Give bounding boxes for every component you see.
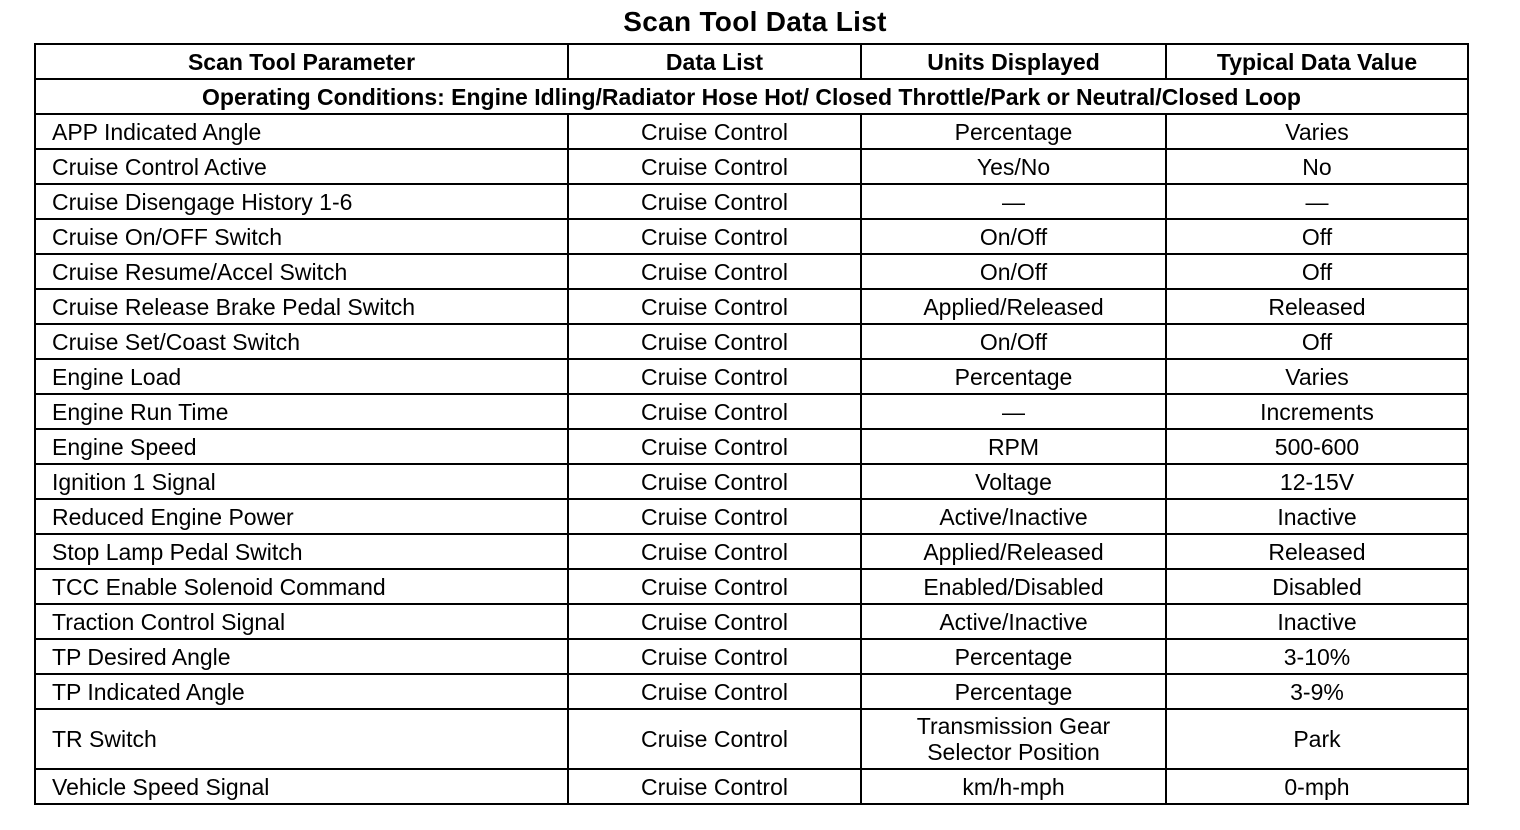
scan-tool-data-table [34,43,1469,805]
data-list-cell: Cruise Control [568,674,861,709]
units-cell: — [861,184,1166,219]
parameter-cell: Cruise Set/Coast Switch [35,324,568,359]
data-list-cell: Cruise Control [568,569,861,604]
units-cell: On/Off [861,324,1166,359]
typical-value-cell: 0-mph [1166,769,1468,804]
table-row [35,499,1468,534]
units-line: Transmission Gear [916,713,1111,739]
units-cell: Applied/Released [861,534,1166,569]
typical-value-cell: Varies [1166,359,1468,394]
typical-value-cell: Varies [1166,114,1468,149]
page-title: Scan Tool Data List [623,6,887,37]
data-list-cell: Cruise Control [568,429,861,464]
table-row [35,429,1468,464]
units-cell: On/Off [861,254,1166,289]
typical-value-cell: Inactive [1166,604,1468,639]
typical-value-cell: Park [1166,709,1468,769]
typical-value-cell: Released [1166,289,1468,324]
parameter-cell: Engine Speed [35,429,568,464]
units-cell [861,709,1166,769]
units-cell: Percentage [861,639,1166,674]
data-list-cell: Cruise Control [568,149,861,184]
data-list-cell: Cruise Control [568,709,861,769]
typical-value-cell: 3-10% [1166,639,1468,674]
header-data-list: Data List [568,44,861,79]
operating-conditions: Operating Conditions: Engine Idling/Radiator Hose Hot/ Closed Throttle/Park or Neutral/Closed Loop [35,79,1468,114]
typical-value-cell: Off [1166,324,1468,359]
data-list-cell: Cruise Control [568,254,861,289]
units-cell: Percentage [861,674,1166,709]
data-list-cell: Cruise Control [568,464,861,499]
table-row [35,324,1468,359]
units-cell: — [861,394,1166,429]
units-cell: Applied/Released [861,289,1166,324]
parameter-cell: Cruise On/OFF Switch [35,219,568,254]
typical-value-cell: Released [1166,534,1468,569]
table-row [35,149,1468,184]
parameter-cell: Engine Load [35,359,568,394]
data-list-cell: Cruise Control [568,324,861,359]
operating-conditions-row [35,79,1468,114]
data-list-cell: Cruise Control [568,359,861,394]
units-cell: On/Off [861,219,1166,254]
parameter-cell: TCC Enable Solenoid Command [35,569,568,604]
units-cell: Voltage [861,464,1166,499]
units-cell: Yes/No [861,149,1166,184]
table-row [35,534,1468,569]
table-row [35,464,1468,499]
data-list-cell: Cruise Control [568,639,861,674]
typical-value-cell: 3-9% [1166,674,1468,709]
typical-value-cell: — [1166,184,1468,219]
table-row [35,674,1468,709]
table-row [35,709,1468,769]
parameter-cell: Traction Control Signal [35,604,568,639]
parameter-cell: Cruise Disengage History 1-6 [35,184,568,219]
table-row [35,769,1468,804]
parameter-cell: Stop Lamp Pedal Switch [35,534,568,569]
units-cell: Active/Inactive [861,499,1166,534]
data-list-cell: Cruise Control [568,499,861,534]
typical-value-cell: Increments [1166,394,1468,429]
header-parameter: Scan Tool Parameter [35,44,568,79]
parameter-cell: Vehicle Speed Signal [35,769,568,804]
parameter-cell: Engine Run Time [35,394,568,429]
typical-value-cell: 12-15V [1166,464,1468,499]
units-cell: RPM [861,429,1166,464]
units-cell: Percentage [861,114,1166,149]
typical-value-cell: No [1166,149,1468,184]
table-row [35,254,1468,289]
table-row [35,569,1468,604]
header-typical-value: Typical Data Value [1166,44,1468,79]
table-row [35,114,1468,149]
parameter-cell: TP Desired Angle [35,639,568,674]
header-row [35,44,1468,79]
data-list-cell: Cruise Control [568,114,861,149]
typical-value-cell: 500-600 [1166,429,1468,464]
header-units: Units Displayed [861,44,1166,79]
parameter-cell: Reduced Engine Power [35,499,568,534]
data-list-cell: Cruise Control [568,219,861,254]
parameter-cell: TP Indicated Angle [35,674,568,709]
units-cell: Active/Inactive [861,604,1166,639]
table-row [35,604,1468,639]
units-cell: Enabled/Disabled [861,569,1166,604]
data-list-cell: Cruise Control [568,534,861,569]
data-list-cell: Cruise Control [568,394,861,429]
typical-value-cell: Off [1166,219,1468,254]
table-row [35,219,1468,254]
table-row [35,289,1468,324]
parameter-cell: Cruise Release Brake Pedal Switch [35,289,568,324]
table-row [35,184,1468,219]
data-list-cell: Cruise Control [568,184,861,219]
parameter-cell: APP Indicated Angle [35,114,568,149]
table-row [35,359,1468,394]
units-cell: Percentage [861,359,1166,394]
units-line: Selector Position [927,739,1100,765]
typical-value-cell: Inactive [1166,499,1468,534]
parameter-cell: Ignition 1 Signal [35,464,568,499]
typical-value-cell: Disabled [1166,569,1468,604]
parameter-cell: TR Switch [35,709,568,769]
parameter-cell: Cruise Control Active [35,149,568,184]
data-list-cell: Cruise Control [568,289,861,324]
table-row [35,639,1468,674]
units-cell: km/h-mph [861,769,1166,804]
typical-value-cell: Off [1166,254,1468,289]
data-list-cell: Cruise Control [568,604,861,639]
parameter-cell: Cruise Resume/Accel Switch [35,254,568,289]
data-list-cell: Cruise Control [568,769,861,804]
table-row [35,394,1468,429]
